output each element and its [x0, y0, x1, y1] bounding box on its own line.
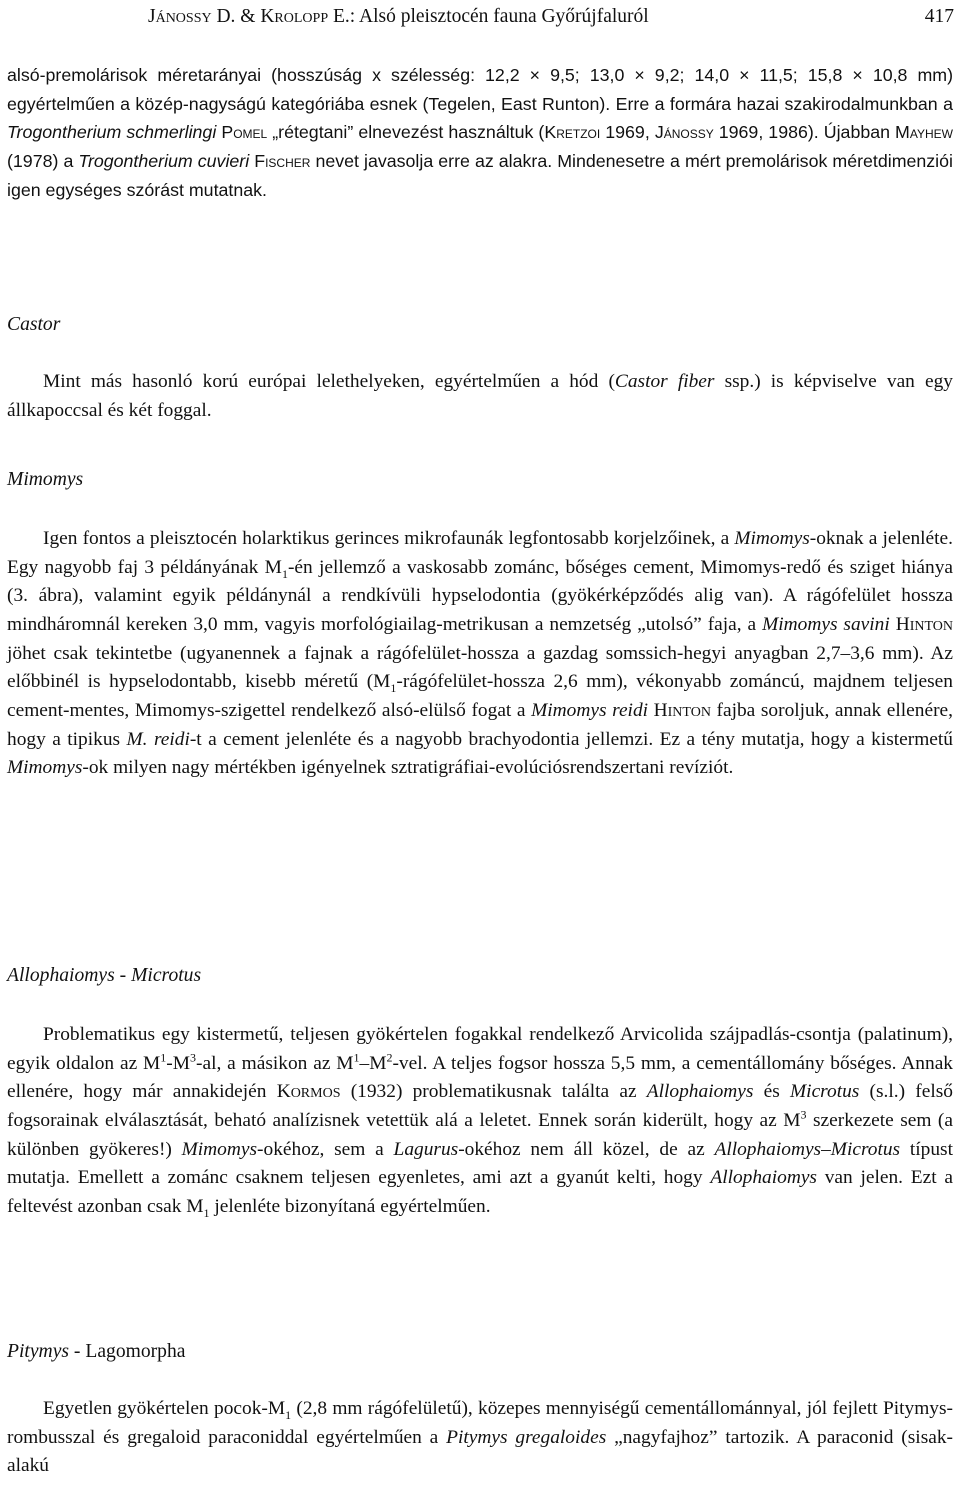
page-number: 417	[924, 6, 954, 27]
taxon-name: Allophaiomys	[710, 1167, 817, 1189]
section-heading-pitymys: Pitymys - Lagomorpha	[7, 1341, 186, 1362]
author-name: Kretzoi	[544, 122, 601, 143]
author-name: Kormos	[276, 1081, 341, 1103]
paragraph-allophaiomys: Problematikus egy kistermetű, teljesen gyökértelen fogakkal rendelkező Arvicolida szájpadlás-csontja (palatinum), egyik oldalon az $M^1-M^3-al$, a másikon az $M^1-M^2$-vel. A teljes fogsor hossza 5,5 mm, a cementállomány bőséges. Annak ellenére, hogy már annakidején Kormos (1932) problematikusnak találta az Allophaiomys és Microtus (s.l.) felső fogsorainak elválasztását, beható analízisnek vetettük alá a leletet. Ennek során kiderült, hogy az $M^3$ szerkezete sem (a különben gyökeres!) Mimomys-okéhoz, sem a Lagurus-okéhoz nem áll közel, de az Allophaiomys–Microtus típust mutatja. Emellett a zománc csaknem teljesen egyenletes, ami azt a gyanút kelti, hogy Allophaiomys van jelen. Ezt a feltevést azonban csak $M_1$ jelenléte bizonyítaná egyértelműen.	[7, 1024, 953, 1220]
authors: Jánossy D. & Krolopp E.	[148, 6, 350, 27]
author-name: Mayhew	[895, 122, 953, 143]
paragraph-castor: Mint más hasonló korú európai lelethelyeken, egyértelműen a hód (Castor fiber ssp.) is képviselve van egy állkapoccsal és két foggal.	[7, 371, 953, 421]
paragraph-pitymys: Egyetlen gyökértelen pocok-$M_1$ (2,8 mm rágófelületű), közepes mennyiségű cementállománnyal, jól fejlett Pitymys-rombusszal és gregaloid paraconiddal egyértelműen a Pitymys gregaloides „nagyfajhoz” tartozik. A paraconid (sisak-alakú	[7, 1398, 954, 1477]
taxon-name: Microtus	[790, 1081, 860, 1103]
taxon-name: Mimomys savini	[762, 613, 890, 635]
taxon-name: Mimomys reidi	[531, 699, 649, 721]
running-title	[148, 2, 649, 32]
taxon-name: Lagurus	[393, 1138, 459, 1160]
taxon-name: Trogontherium schmerlingi	[7, 122, 217, 143]
section-heading-castor: Castor	[7, 314, 61, 335]
section-heading-mimomys: Mimomys	[7, 469, 84, 490]
taxon-name: M. reidi	[126, 728, 190, 750]
author-name: Jánossy	[654, 122, 714, 143]
taxon-name: Mimomys	[7, 757, 83, 779]
taxon-name: Trogontherium cuvieri	[78, 150, 250, 171]
taxon-name: Mimomys	[734, 528, 810, 549]
taxon-name: Allophaiomys–Microtus	[714, 1138, 901, 1160]
author-name: Hinton	[895, 613, 953, 635]
author-name: Fischer	[254, 150, 311, 171]
article-title: : Alsó pleisztocén fauna Győrújfaluról	[349, 6, 649, 27]
paragraph-mimomys: Igen fontos a pleisztocén holarktikus gerinces mikrofaunák legfontosabb korjelzőinek, a Mimomys-oknak a jelenléte. Egy nagyobb faj 3 példányának $M_1-én$ jellemző a vaskosabb zománc, bőséges cement, Mimomys-redő és sziget hiánya (3. ábra), valamint egyik példánynál a rendkívüli hypselodontia (gyökérképződés alig van). A rágófelület hossza mindháromnál kereken 3,0 mm, vagyis morfológiailag-metrikusan a nemzetség „utolsó” faja, a Mimomys savini Hinton jöhet csak tekintetbe (ugyanennek a fajnak a rágófelület-hossza a gazdag somssich-hegyi anyagban 2,7–3,6 mm). Az előbbinél is hypselodontabb, kisebb méretű ($M_1-rágófelület$-hossza 2,6 mm), vékonyabb zománcú, majdnem teljesen cement-mentes, Mimomys-szigettel rendelkező alsó-elülső fogat a Mimomys reidi Hinton fajba soroljuk, annak ellenére, hogy a tipikus M. reidi-t a cement jelenléte és a nagyobb brachyodontia jellemzi. Ez a tény mutatja, hogy a kistermetű Mimomys-ok milyen nagy mértékben igényelnek sztratigráfiai-evolúciósrendszertani revíziót.	[7, 528, 953, 779]
paragraph-trogontherium: alsó-premolárisok méretarányai (hosszúság x szélesség: 12,2 × 9,5; 13,0 × 9,2; 14,0 × 11,5; 15,8 × 10,8 mm) egyértelműen a közép-nagyságú kategóriába esnek (Tegelen, East Runton). Erre a formára hazai szakirodalmunkban a Trogontherium schmerlingi Pomel „rétegtani” elnevezést használtuk (Kretzoi 1969, Jánossy 1969, 1986). Újabban Mayhew (1978) a Trogontherium cuvieri Fischer nevet javasolja erre az alakra. Mindenesetre a mért premolárisok méretdimenziói igen egységes szórást mutatnak.	[7, 65, 953, 200]
taxon-name: Pitymys gregaloides	[446, 1426, 607, 1448]
section-heading-allophaiomys: Allophaiomys - Microtus	[7, 965, 202, 986]
author-name: Hinton	[653, 699, 711, 721]
taxon-name: Castor fiber	[614, 371, 715, 392]
author-name: Pomel	[221, 122, 268, 143]
taxon-name: Allophaiomys	[646, 1081, 754, 1103]
taxon-name: Mimomys	[181, 1138, 258, 1160]
